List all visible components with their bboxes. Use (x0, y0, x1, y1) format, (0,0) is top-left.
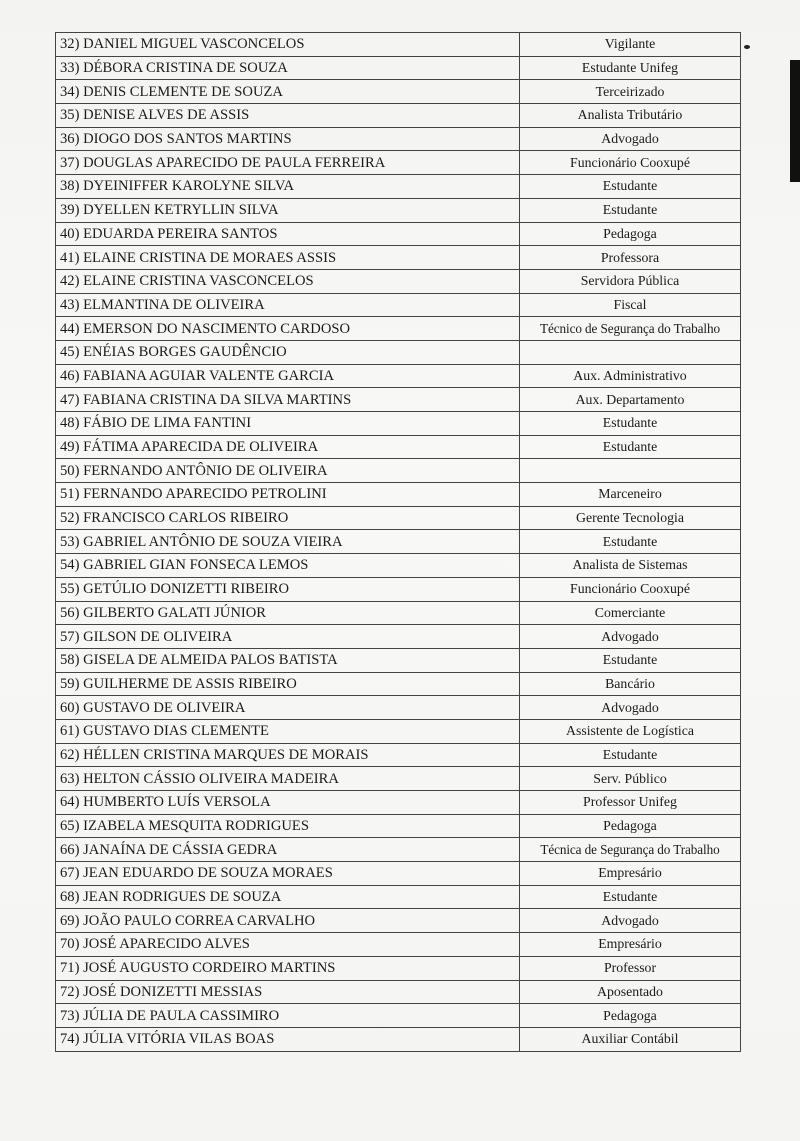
table-row (56, 719, 741, 743)
participant-name: 59) GUILHERME DE ASSIS RIBEIRO (56, 672, 520, 696)
participant-name: 42) ELAINE CRISTINA VASCONCELOS (56, 269, 520, 293)
participant-occupation (520, 340, 741, 364)
scan-edge-mark (790, 60, 800, 182)
participant-occupation: Funcionário Cooxupé (520, 151, 741, 175)
participant-name: 73) JÚLIA DE PAULA CASSIMIRO (56, 1004, 520, 1028)
participant-name: 50) FERNANDO ANTÔNIO DE OLIVEIRA (56, 459, 520, 483)
table-row (56, 909, 741, 933)
participant-name: 43) ELMANTINA DE OLIVEIRA (56, 293, 520, 317)
table-row (56, 814, 741, 838)
participant-occupation: Analista Tributário (520, 104, 741, 128)
table-row (56, 1004, 741, 1028)
table-row (56, 743, 741, 767)
participant-name: 44) EMERSON DO NASCIMENTO CARDOSO (56, 317, 520, 341)
participant-occupation: Gerente Tecnologia (520, 506, 741, 530)
participant-occupation: Técnico de Segurança do Trabalho (520, 317, 741, 341)
table-row (56, 506, 741, 530)
table-row (56, 577, 741, 601)
participant-name: 71) JOSÉ AUGUSTO CORDEIRO MARTINS (56, 956, 520, 980)
table-row (56, 364, 741, 388)
table-row (56, 104, 741, 128)
participant-occupation: Auxiliar Contábil (520, 1027, 741, 1051)
table-row (56, 459, 741, 483)
participant-name: 39) DYELLEN KETRYLLIN SILVA (56, 198, 520, 222)
participant-occupation: Professor Unifeg (520, 791, 741, 815)
table-row (56, 554, 741, 578)
participant-name: 72) JOSÉ DONIZETTI MESSIAS (56, 980, 520, 1004)
participant-name: 70) JOSÉ APARECIDO ALVES (56, 933, 520, 957)
participant-name: 51) FERNANDO APARECIDO PETROLINI (56, 483, 520, 507)
scan-speck (744, 45, 750, 49)
participant-occupation: Estudante (520, 648, 741, 672)
participant-name: 52) FRANCISCO CARLOS RIBEIRO (56, 506, 520, 530)
participant-name: 66) JANAÍNA DE CÁSSIA GEDRA (56, 838, 520, 862)
participant-occupation (520, 459, 741, 483)
table-row (56, 412, 741, 436)
participant-name: 45) ENÉIAS BORGES GAUDÊNCIO (56, 340, 520, 364)
participant-name: 34) DENIS CLEMENTE DE SOUZA (56, 80, 520, 104)
participant-name: 32) DANIEL MIGUEL VASCONCELOS (56, 33, 520, 57)
participant-occupation: Empresário (520, 862, 741, 886)
table-row (56, 672, 741, 696)
participant-name: 61) GUSTAVO DIAS CLEMENTE (56, 719, 520, 743)
participant-occupation: Estudante (520, 412, 741, 436)
table-row (56, 198, 741, 222)
table-row (56, 175, 741, 199)
table-row (56, 388, 741, 412)
table-row (56, 862, 741, 886)
participant-occupation: Advogado (520, 127, 741, 151)
participant-occupation: Pedagoga (520, 222, 741, 246)
participant-occupation: Assistente de Logística (520, 719, 741, 743)
participant-occupation: Vigilante (520, 33, 741, 57)
participant-name: 41) ELAINE CRISTINA DE MORAES ASSIS (56, 246, 520, 270)
participant-name: 33) DÉBORA CRISTINA DE SOUZA (56, 56, 520, 80)
participant-name: 53) GABRIEL ANTÔNIO DE SOUZA VIEIRA (56, 530, 520, 554)
participant-name: 40) EDUARDA PEREIRA SANTOS (56, 222, 520, 246)
participant-occupation: Aux. Administrativo (520, 364, 741, 388)
participant-occupation: Professora (520, 246, 741, 270)
table-row (56, 483, 741, 507)
participant-name: 69) JOÃO PAULO CORREA CARVALHO (56, 909, 520, 933)
participant-occupation: Advogado (520, 909, 741, 933)
table-row (56, 127, 741, 151)
table-row (56, 33, 741, 57)
table-row (56, 791, 741, 815)
participant-name: 56) GILBERTO GALATI JÚNIOR (56, 601, 520, 625)
participant-occupation: Estudante (520, 743, 741, 767)
participant-occupation: Bancário (520, 672, 741, 696)
table-row (56, 530, 741, 554)
participant-occupation: Pedagoga (520, 814, 741, 838)
participant-name: 58) GISELA DE ALMEIDA PALOS BATISTA (56, 648, 520, 672)
participant-occupation: Técnica de Segurança do Trabalho (520, 838, 741, 862)
participant-name: 49) FÁTIMA APARECIDA DE OLIVEIRA (56, 435, 520, 459)
table-row (56, 956, 741, 980)
table-row (56, 435, 741, 459)
participant-occupation: Professor (520, 956, 741, 980)
participant-occupation: Empresário (520, 933, 741, 957)
participant-name: 38) DYEINIFFER KAROLYNE SILVA (56, 175, 520, 199)
participant-occupation: Advogado (520, 625, 741, 649)
table-row (56, 80, 741, 104)
table-row (56, 767, 741, 791)
participant-occupation: Estudante (520, 885, 741, 909)
participant-occupation: Advogado (520, 696, 741, 720)
participant-occupation: Pedagoga (520, 1004, 741, 1028)
participant-occupation: Marceneiro (520, 483, 741, 507)
participant-table (55, 32, 741, 1052)
participant-name: 48) FÁBIO DE LIMA FANTINI (56, 412, 520, 436)
table-row (56, 601, 741, 625)
participant-name: 68) JEAN RODRIGUES DE SOUZA (56, 885, 520, 909)
table-row (56, 56, 741, 80)
participant-occupation: Estudante (520, 198, 741, 222)
participant-occupation: Servidora Pública (520, 269, 741, 293)
table-row (56, 838, 741, 862)
participant-occupation: Estudante Unifeg (520, 56, 741, 80)
participant-name: 36) DIOGO DOS SANTOS MARTINS (56, 127, 520, 151)
participant-name: 67) JEAN EDUARDO DE SOUZA MORAES (56, 862, 520, 886)
table-row (56, 1027, 741, 1051)
participant-name: 74) JÚLIA VITÓRIA VILAS BOAS (56, 1027, 520, 1051)
participant-occupation: Serv. Público (520, 767, 741, 791)
participant-table-body (56, 33, 741, 1052)
table-row (56, 151, 741, 175)
participant-occupation: Terceirizado (520, 80, 741, 104)
participant-occupation: Aux. Departamento (520, 388, 741, 412)
participant-name: 63) HELTON CÁSSIO OLIVEIRA MADEIRA (56, 767, 520, 791)
participant-name: 46) FABIANA AGUIAR VALENTE GARCIA (56, 364, 520, 388)
table-row (56, 293, 741, 317)
participant-name: 57) GILSON DE OLIVEIRA (56, 625, 520, 649)
participant-occupation: Comerciante (520, 601, 741, 625)
participant-name: 65) IZABELA MESQUITA RODRIGUES (56, 814, 520, 838)
table-row (56, 269, 741, 293)
participant-occupation: Estudante (520, 435, 741, 459)
table-row (56, 980, 741, 1004)
participant-occupation: Analista de Sistemas (520, 554, 741, 578)
table-row (56, 625, 741, 649)
participant-name: 47) FABIANA CRISTINA DA SILVA MARTINS (56, 388, 520, 412)
participant-occupation: Funcionário Cooxupé (520, 577, 741, 601)
table-row (56, 317, 741, 341)
participant-occupation: Estudante (520, 175, 741, 199)
table-row (56, 246, 741, 270)
participant-name: 35) DENISE ALVES DE ASSIS (56, 104, 520, 128)
participant-occupation: Aposentado (520, 980, 741, 1004)
table-row (56, 340, 741, 364)
participant-occupation: Estudante (520, 530, 741, 554)
table-row (56, 696, 741, 720)
participant-name: 62) HÉLLEN CRISTINA MARQUES DE MORAIS (56, 743, 520, 767)
participant-name: 37) DOUGLAS APARECIDO DE PAULA FERREIRA (56, 151, 520, 175)
table-row (56, 933, 741, 957)
table-row (56, 222, 741, 246)
participant-occupation: Fiscal (520, 293, 741, 317)
table-row (56, 885, 741, 909)
table-row (56, 648, 741, 672)
participant-name: 60) GUSTAVO DE OLIVEIRA (56, 696, 520, 720)
participant-name: 54) GABRIEL GIAN FONSECA LEMOS (56, 554, 520, 578)
participant-name: 64) HUMBERTO LUÍS VERSOLA (56, 791, 520, 815)
participant-name: 55) GETÚLIO DONIZETTI RIBEIRO (56, 577, 520, 601)
